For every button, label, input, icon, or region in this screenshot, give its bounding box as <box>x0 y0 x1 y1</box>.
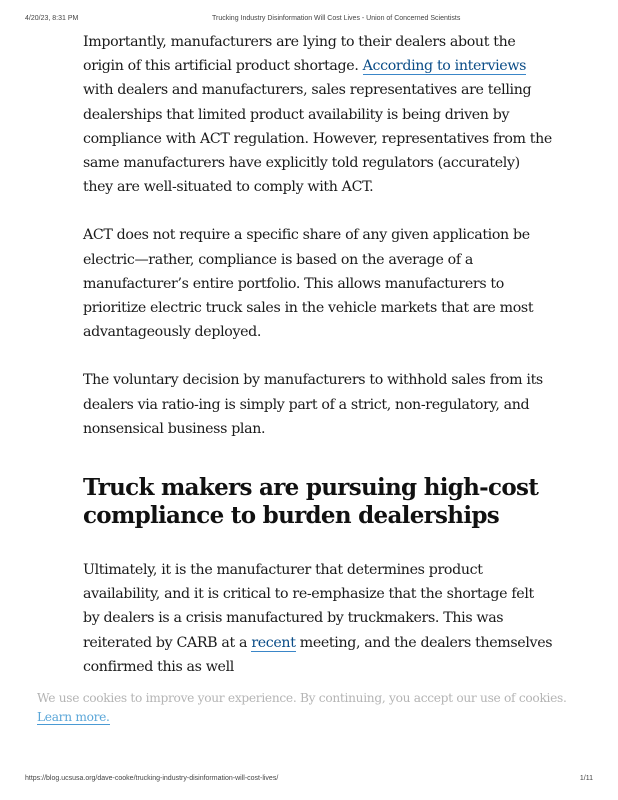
cookie-message: We use cookies to improve your experience. By continuing, you accept our use of cookies. <box>37 691 567 705</box>
cookie-banner-text <box>37 689 577 727</box>
paragraph-ultimately <box>83 558 553 679</box>
paragraph-text: Ultimately, it is the manufacturer that determines product availability, and it is critical to re-emphasize that the shortage felt by dealers is a crisis manufactured by truckmakers. This was reiterated by CARB at a <box>83 562 534 651</box>
paragraph-voluntary-decision: The voluntary decision by manufacturers to withhold sales from its dealers via ratio-ing is simply part of a strict, non-regulatory, and nonsensical business plan. <box>83 372 543 437</box>
according-to-interviews-link[interactable]: According to interviews <box>362 58 527 75</box>
print-footer <box>25 775 593 785</box>
recent-link[interactable]: recent <box>251 634 296 651</box>
section-heading: Truck makers are pursuing high-cost compliance to burden dealerships <box>83 474 539 530</box>
article-body <box>83 30 553 679</box>
print-url: https://blog.ucsusa.org/dave-cooke/trucking-industry-disinformation-will-cost-lives/ <box>25 775 279 782</box>
paragraph-text: meeting, and the dealers themselves confirmed this as well <box>83 634 553 675</box>
print-header <box>25 15 593 25</box>
paragraph-manufacturers-lying <box>83 30 553 199</box>
print-page-number: 1/11 <box>579 775 593 782</box>
paragraph-text: Importantly, manufacturers are lying to their dealers about the origin of this artificial product shortage. <box>83 34 516 75</box>
print-date: 4/20/23, 8:31 PM <box>25 15 79 22</box>
learn-more-link[interactable]: Learn more. <box>37 710 110 724</box>
paragraph-act-requirements: ACT does not require a specific share of any given application be electric—rather, compliance is based on the average of a manufacturer’s entire portfolio. This allows manufacturers to prioritize electric truck sales in the vehicle markets that are most advantageously deployed. <box>83 227 534 341</box>
paragraph-text: with dealers and manufacturers, sales representatives are telling dealerships that limited product availability is being driven by compliance with ACT regulation. However, representatives from the same manufacturers have explicitly told regulators (accurately) they are well-situated to comply with ACT. <box>83 82 552 196</box>
print-page-title: Trucking Industry Disinformation Will Cost Lives - Union of Concerned Scientists <box>212 15 461 22</box>
